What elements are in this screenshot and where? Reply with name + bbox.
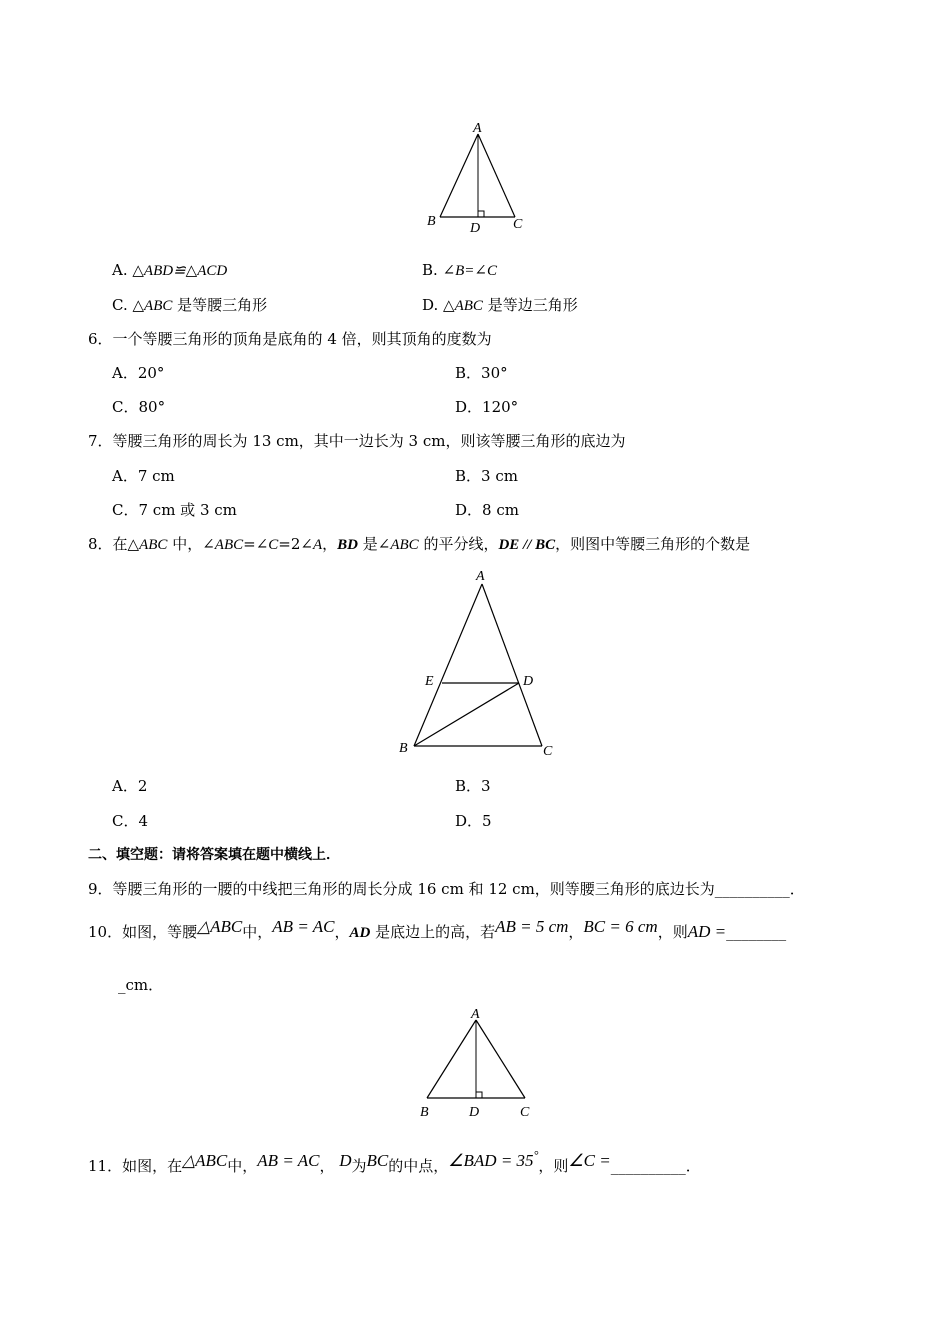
- section-heading: 二、填空题：请将答案填在题中横线上．: [88, 847, 340, 863]
- label-c: C: [543, 744, 553, 759]
- q10-stem: 10．如图，等腰△ABC中，AB = AC，AD 是底边上的高，若AB = 5 cm，BC = 6 cm，则AD =________: [88, 917, 787, 941]
- q8-option-b: B．3: [455, 777, 491, 795]
- q5-option-a: A. △ABD≌△ACD: [112, 261, 228, 279]
- figure-triangle-abc-de: [392, 566, 562, 762]
- q10-continuation: _cm．: [118, 976, 164, 994]
- q11-stem: 11．如图，在△ABC中，AB = AC， D为BC的中点，∠BAD = 35°，则∠C =__________．: [88, 1148, 701, 1175]
- label-b: B: [427, 214, 436, 229]
- label-b: B: [399, 741, 408, 756]
- figure-triangle-abd: [420, 118, 530, 238]
- label-a: A: [476, 569, 485, 584]
- q8-stem: 8．在△ABC 中，∠ABC=∠C=2∠A，BD 是∠ABC 的平分线，DE // BC，则图中等腰三角形的个数是: [88, 535, 751, 553]
- q7-option-b: B．3 cm: [455, 467, 518, 485]
- q7-option-c: C．7 cm 或 3 cm: [112, 501, 237, 519]
- label-d: D: [469, 1105, 480, 1120]
- label-b: B: [420, 1105, 429, 1120]
- q6-option-d: D．120°: [455, 398, 519, 416]
- q7-stem: 7．等腰三角形的周长为 13 cm，其中一边长为 3 cm，则该等腰三角形的底边为: [88, 432, 626, 450]
- label-d: D: [470, 221, 481, 236]
- q6-option-a: A．20°: [112, 364, 165, 382]
- label-d: D: [523, 674, 534, 689]
- q6-option-c: C．80°: [112, 398, 166, 416]
- q5-option-d: D. △ABC 是等边三角形: [422, 296, 578, 314]
- q8-option-d: D．5: [455, 812, 492, 830]
- label-c: C: [520, 1105, 530, 1120]
- q5-option-c: C. △ABC 是等腰三角形: [112, 296, 268, 314]
- q6-option-b: B．30°: [455, 364, 508, 382]
- label-c: C: [513, 217, 523, 232]
- q8-option-c: C．4: [112, 812, 149, 830]
- q5-option-b: B. ∠B=∠C: [422, 261, 498, 279]
- q7-option-d: D．8 cm: [455, 501, 519, 519]
- label-a: A: [471, 1007, 480, 1022]
- q6-stem: 6．一个等腰三角形的顶角是底角的 4 倍，则其顶角的度数为: [88, 330, 492, 348]
- q8-option-a: A．2: [112, 777, 148, 795]
- label-a: A: [473, 121, 482, 136]
- label-e: E: [425, 674, 434, 689]
- q7-option-a: A．7 cm: [112, 467, 175, 485]
- q9-stem: 9．等腰三角形的一腰的中线把三角形的周长分成 16 cm 和 12 cm，则等腰三角形的底边长为__________．: [88, 880, 805, 898]
- figure-triangle-abc-altitude: [414, 1004, 544, 1124]
